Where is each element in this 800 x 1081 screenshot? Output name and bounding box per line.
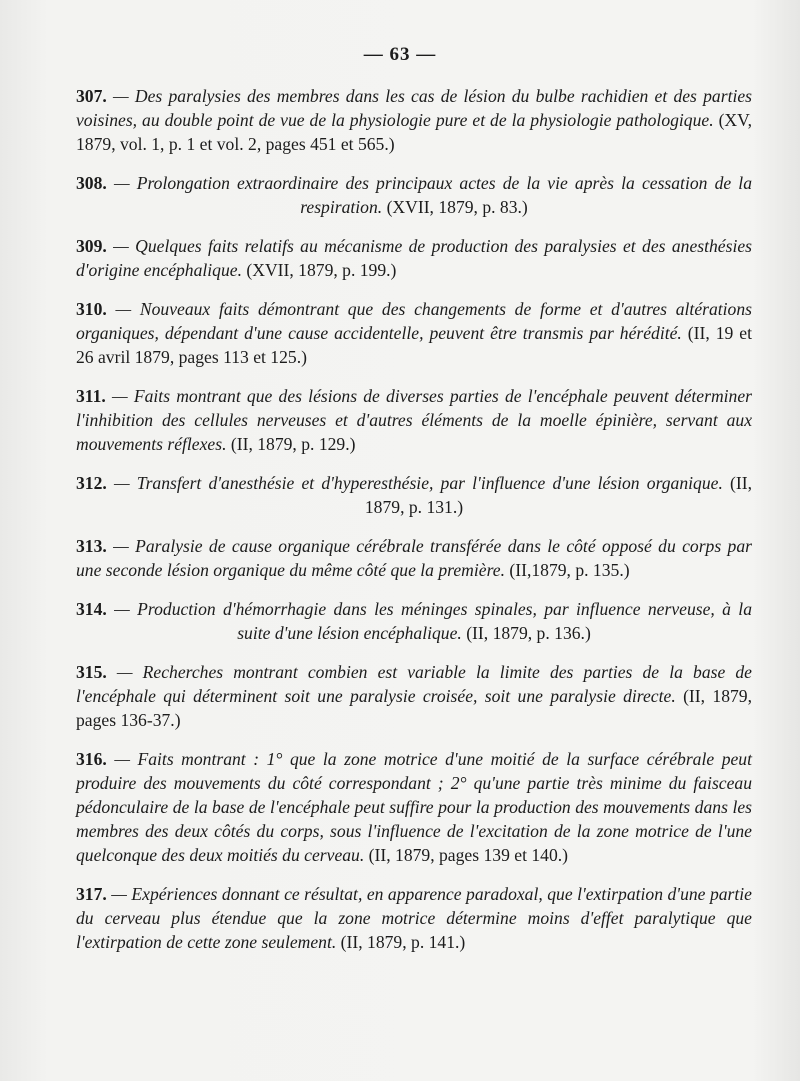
entry-number: 313. (76, 536, 107, 556)
entry-reference: (XVII, 1879, p. 83.) (386, 197, 528, 217)
entry-number: 311. (76, 386, 106, 406)
entry-title: — Quelques faits relatifs au mécanisme de production des paralysies et des anesthésies d'origine encéphalique. (76, 236, 752, 280)
entry-reference: (II, 1879, pages 139 et 140.) (368, 845, 569, 865)
entry-title: — Faits montrant : 1° que la zone motrice d'une moitié de la surface cérébrale peut produire des mouvements du côté correspondant ; 2° qu'une partie très minime du faisceau pédonculaire de la base de l'encéphale peut suffire pour la production des mouvements dans les membres des deux côtés du corps, sous l'influence de l'excitation de la zone motrice de l'une quelconque des deux moitiés du cerveau. (76, 749, 752, 865)
entry-reference: (II, 1879, pages 136-37.) (76, 686, 752, 730)
entry-title: — Recherches montrant combien est variable la limite des parties de la base de l'encéphale qui déterminent soit une paralysie croisée, soit une paralysie directe. (76, 662, 752, 706)
entry-number: 309. (76, 236, 107, 256)
entry-number: 316. (76, 749, 107, 769)
entry-315 (76, 660, 752, 732)
entry-311 (76, 384, 752, 456)
entry-title: — Production d'hémorrhagie dans les méninges spinales, par influence nerveuse, à la suite d'une lésion encéphalique. (114, 599, 752, 643)
entry-title: — Nouveaux faits démontrant que des changements de forme et d'autres altérations organiques, dépendant d'une cause accidentelle, peuvent être transmis par hérédité. (76, 299, 752, 343)
bibliography-list (76, 84, 752, 969)
entry-316 (76, 747, 752, 867)
entry-reference: (II,1879, p. 135.) (509, 560, 630, 580)
entry-number: 314. (76, 599, 107, 619)
entry-title: — Faits montrant que des lésions de diverses parties de l'encéphale peuvent déterminer l'inhibition des cellules nerveuses et d'autres éléments de la moelle épinière, servant aux mouvements réflexes. (76, 386, 753, 454)
entry-309 (76, 234, 752, 282)
entry-308 (76, 171, 752, 219)
entry-reference: (II, 1879, p. 131.) (364, 473, 752, 517)
entry-reference: (II, 1879, p. 129.) (230, 434, 356, 454)
entry-number: 315. (76, 662, 107, 682)
entry-title: — Expériences donnant ce résultat, en apparence paradoxal, que l'extirpation d'une partie du cerveau plus étendue que la zone motrice détermine moins d'effet paralytique que l'extirpation de cette zone seulement. (76, 884, 752, 952)
entry-317 (76, 882, 752, 954)
entry-title: — Transfert d'anesthésie et d'hyperesthésie, par l'influence d'une lésion organique. (113, 473, 723, 493)
entry-314 (76, 597, 752, 645)
entry-number: 312. (76, 473, 107, 493)
entry-number: 307. (76, 86, 107, 106)
entry-307 (76, 84, 752, 156)
entry-reference: (II, 1879, p. 141.) (340, 932, 466, 952)
entry-title: — Paralysie de cause organique cérébrale transférée dans le côté opposé du corps par une seconde lésion organique du même côté que la première. (76, 536, 752, 580)
entry-313 (76, 534, 752, 582)
entry-reference: (XVII, 1879, p. 199.) (246, 260, 397, 280)
entry-reference: (II, 19 et 26 avril 1879, pages 113 et 125.) (76, 323, 752, 367)
entry-title: — Prolongation extraordinaire des principaux actes de la vie après la cessation de la respiration. (113, 173, 752, 217)
entry-reference: (XV, 1879, vol. 1, p. 1 et vol. 2, pages 451 et 565.) (76, 110, 752, 154)
entry-number: 310. (76, 299, 107, 319)
entry-title: — Des paralysies des membres dans les cas de lésion du bulbe rachidien et des parties voisines, au double point de vue de la physiologie pure et de la physiologie pathologique. (76, 86, 753, 130)
entry-number: 308. (76, 173, 107, 193)
entry-number: 317. (76, 884, 107, 904)
entry-312 (76, 471, 752, 519)
entry-310 (76, 297, 752, 369)
page-number: — 63 — (363, 44, 437, 65)
entry-reference: (II, 1879, p. 136.) (466, 623, 591, 643)
